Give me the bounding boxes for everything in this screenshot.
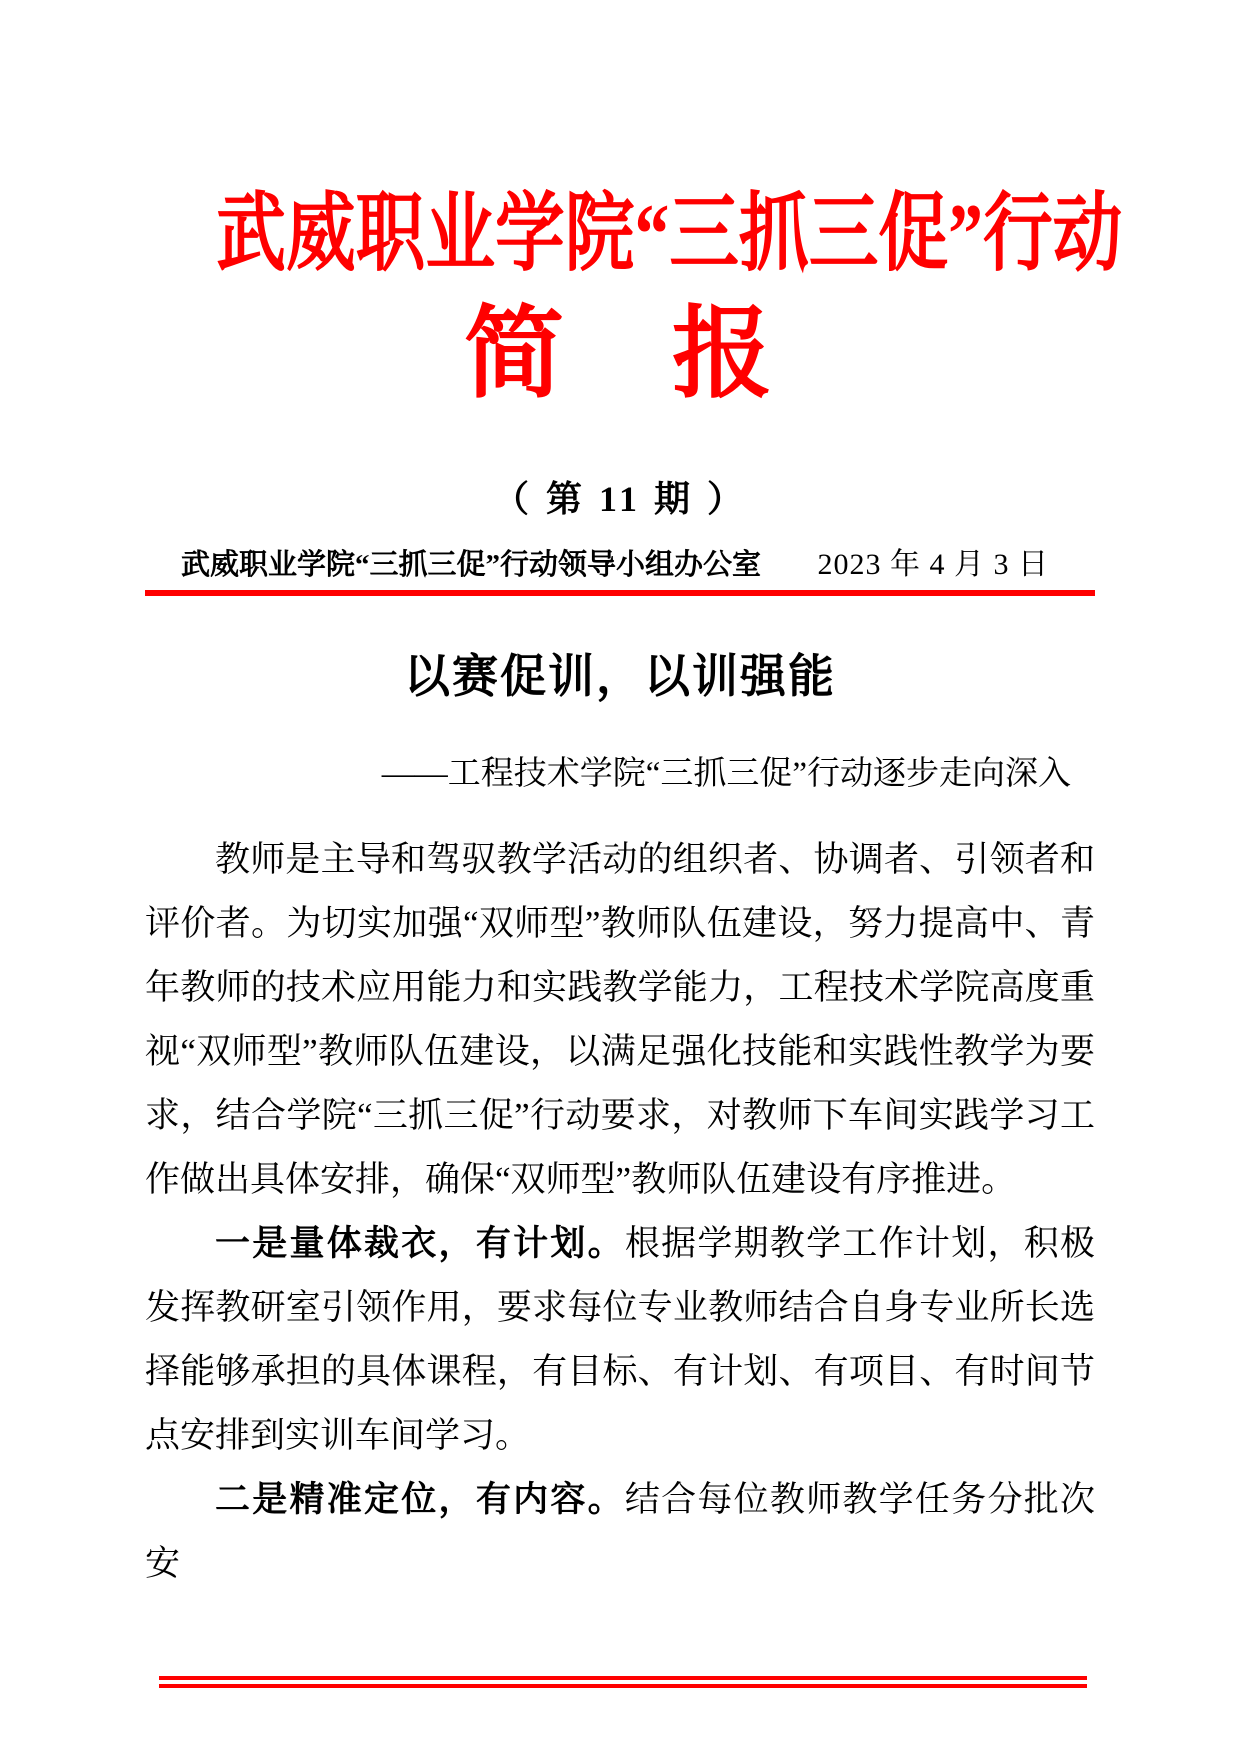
paragraph-lead: 二是精准定位，有内容。: [215, 1480, 625, 1519]
paragraph-text: 根据学期教学工作计划，积极发挥教研室引领作用，要求每位专业教师结合自身专业所长选择能够承担的具体课程，有目标、有计划、有项目、有时间节点安排到实训车间学习。: [145, 1224, 1095, 1455]
masthead-title: 武威职业学院“三抓三促”行动: [216, 185, 1123, 282]
paragraph: [145, 1212, 1095, 1468]
publisher-row: [145, 546, 1095, 596]
paragraph-text: 结合每位教师教学任务分批次安: [145, 1480, 1095, 1583]
paragraph: [145, 828, 1095, 1212]
page-content: [145, 0, 1123, 1688]
publish-date: 2023 年 4 月 3 日: [817, 548, 1049, 581]
paragraph-lead: 一是量体裁衣，有计划。: [215, 1224, 625, 1263]
footer-divider: [159, 1676, 1087, 1688]
article-subtitle: ——工程技术学院“三抓三促”行动逐步走向深入: [381, 756, 1071, 792]
article-title: 以赛促训，以训强能: [404, 651, 836, 702]
paragraph-text: 教师是主导和驾驭教学活动的组织者、协调者、引领者和评价者。为切实加强“双师型”教师队伍建设，努力提高中、青年教师的技术应用能力和实践教学能力，工程技术学院高度重视“双师型”教师队伍建设，以满足强化技能和实践性教学为要求，结合学院“三抓三促”行动要求，对教师下车间实践学习工作做出具体安排，确保“双师型”教师队伍建设有序推进。: [145, 840, 1095, 1199]
publisher-name: 武威职业学院“三抓三促”行动领导小组办公室: [181, 549, 762, 581]
issue-number: （ 第 11 期 ）: [492, 479, 747, 519]
paragraph: [145, 1468, 1095, 1596]
masthead-banner: 简 报: [464, 299, 776, 410]
article-body: [145, 828, 1095, 1596]
